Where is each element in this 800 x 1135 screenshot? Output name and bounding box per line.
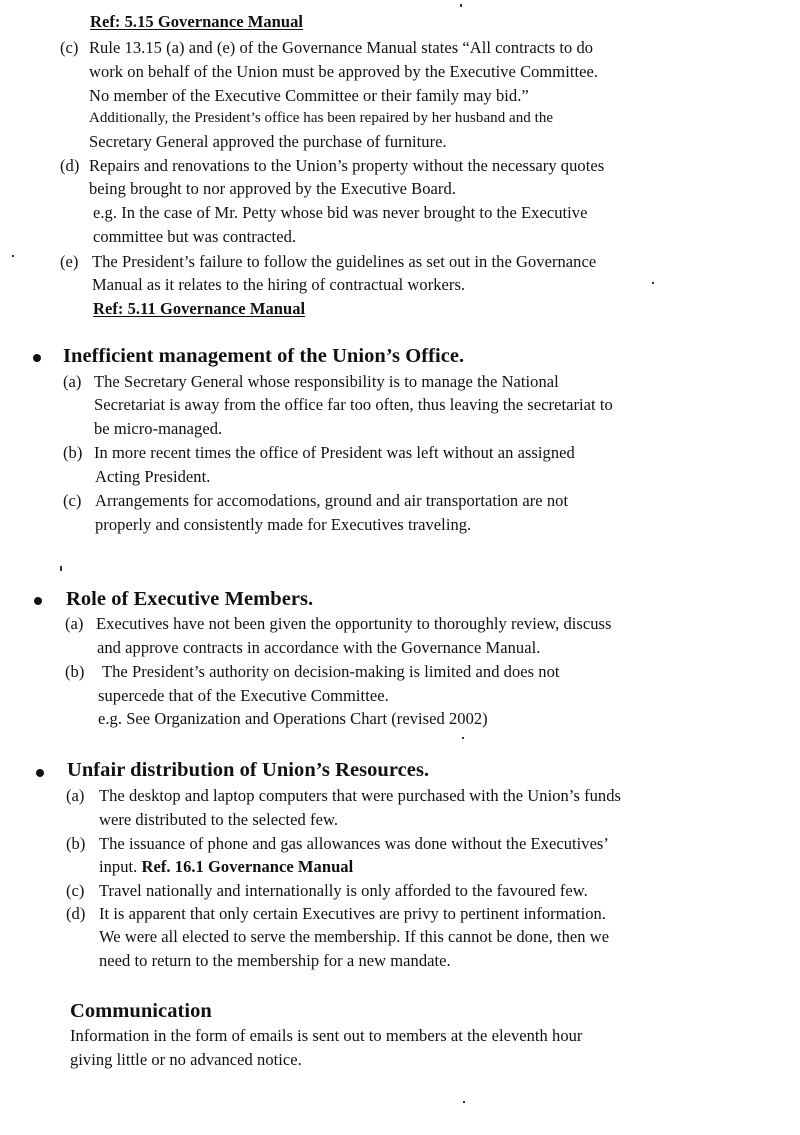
text-line: e.g. In the case of Mr. Petty whose bid was never brought to the Executive bbox=[93, 203, 588, 222]
section-heading: Inefficient management of the Union’s Office. bbox=[63, 345, 465, 367]
section-heading: Communication bbox=[70, 1000, 212, 1022]
text-line: Secretariat is away from the office far too often, thus leaving the secretariat to bbox=[94, 395, 613, 414]
bullet-icon bbox=[36, 769, 44, 777]
scan-speck bbox=[60, 566, 62, 571]
text-fragment: input. bbox=[99, 857, 138, 876]
text-line: be micro-managed. bbox=[94, 419, 223, 438]
item-label: (a) bbox=[65, 614, 84, 633]
scan-speck bbox=[652, 282, 654, 284]
item-label: (b) bbox=[66, 834, 86, 853]
text-line: We were all elected to serve the membership. If this cannot be done, then we bbox=[99, 927, 610, 946]
text-line bbox=[99, 856, 353, 878]
text-line: were distributed to the selected few. bbox=[99, 810, 339, 829]
item-label: (d) bbox=[66, 904, 86, 923]
item-label: (a) bbox=[63, 372, 82, 391]
item-label: (c) bbox=[60, 38, 79, 57]
text-line: Acting President. bbox=[95, 467, 211, 486]
item-label: (b) bbox=[63, 443, 83, 462]
text-line: committee but was contracted. bbox=[93, 227, 297, 246]
item-label: (e) bbox=[60, 252, 79, 271]
item-label: (d) bbox=[60, 156, 80, 175]
text-line: The desktop and laptop computers that were purchased with the Union’s funds bbox=[99, 786, 622, 805]
text-line: The President’s failure to follow the guidelines as set out in the Governance bbox=[92, 252, 597, 271]
text-line: Arrangements for accomodations, ground and air transportation are not bbox=[95, 491, 569, 510]
text-line: Secretary General approved the purchase of furniture. bbox=[89, 132, 447, 151]
text-line: No member of the Executive Committee or their family may bid.” bbox=[89, 86, 529, 105]
text-line: Manual as it relates to the hiring of contractual workers. bbox=[92, 275, 466, 294]
item-label: (c) bbox=[63, 491, 82, 510]
scan-speck bbox=[463, 1101, 465, 1103]
text-line: Rule 13.15 (a) and (e) of the Governance Manual states “All contracts to do bbox=[89, 38, 594, 57]
item-label: (a) bbox=[66, 786, 85, 805]
reference-heading: Ref: 5.15 Governance Manual bbox=[90, 12, 304, 31]
reference-heading: Ref: 5.11 Governance Manual bbox=[93, 299, 306, 318]
section-heading: Unfair distribution of Union’s Resources. bbox=[67, 759, 430, 781]
scan-speck bbox=[460, 4, 462, 7]
text-line: Information in the form of emails is sent out to members at the eleventh hour bbox=[70, 1026, 583, 1045]
text-line: The Secretary General whose responsibility is to manage the National bbox=[94, 372, 559, 391]
text-line: being brought to nor approved by the Executive Board. bbox=[89, 179, 456, 198]
bullet-icon bbox=[34, 597, 42, 605]
text-line: The issuance of phone and gas allowances was done without the Executives’ bbox=[99, 834, 609, 853]
text-line: The President’s authority on decision-making is limited and does not bbox=[102, 662, 560, 681]
text-line: need to return to the membership for a new mandate. bbox=[99, 951, 451, 970]
text-line: e.g. See Organization and Operations Chart (revised 2002) bbox=[98, 709, 488, 728]
item-label: (b) bbox=[65, 662, 85, 681]
scan-speck bbox=[462, 737, 464, 739]
text-line: Repairs and renovations to the Union’s property without the necessary quotes bbox=[89, 156, 605, 175]
bullet-icon bbox=[33, 354, 41, 362]
item-label: (c) bbox=[66, 881, 85, 900]
text-line: supercede that of the Executive Committee. bbox=[98, 686, 389, 705]
text-line: It is apparent that only certain Executives are privy to pertinent information. bbox=[99, 904, 607, 923]
text-line: properly and consistently made for Executives traveling. bbox=[95, 515, 472, 534]
text-line: Additionally, the President’s office has been repaired by her husband and the bbox=[89, 110, 554, 126]
text-line: Executives have not been given the opportunity to thoroughly review, discuss bbox=[96, 614, 612, 633]
text-line: and approve contracts in accordance with the Governance Manual. bbox=[97, 638, 541, 657]
scan-speck bbox=[12, 255, 14, 257]
reference-inline: Ref. 16.1 Governance Manual bbox=[141, 857, 354, 876]
text-line: work on behalf of the Union must be approved by the Executive Committee. bbox=[89, 62, 599, 81]
text-line: giving little or no advanced notice. bbox=[70, 1050, 302, 1069]
section-heading: Role of Executive Members. bbox=[66, 588, 314, 610]
text-line: In more recent times the office of President was left without an assigned bbox=[94, 443, 575, 462]
text-line: Travel nationally and internationally is only afforded to the favoured few. bbox=[99, 881, 588, 900]
